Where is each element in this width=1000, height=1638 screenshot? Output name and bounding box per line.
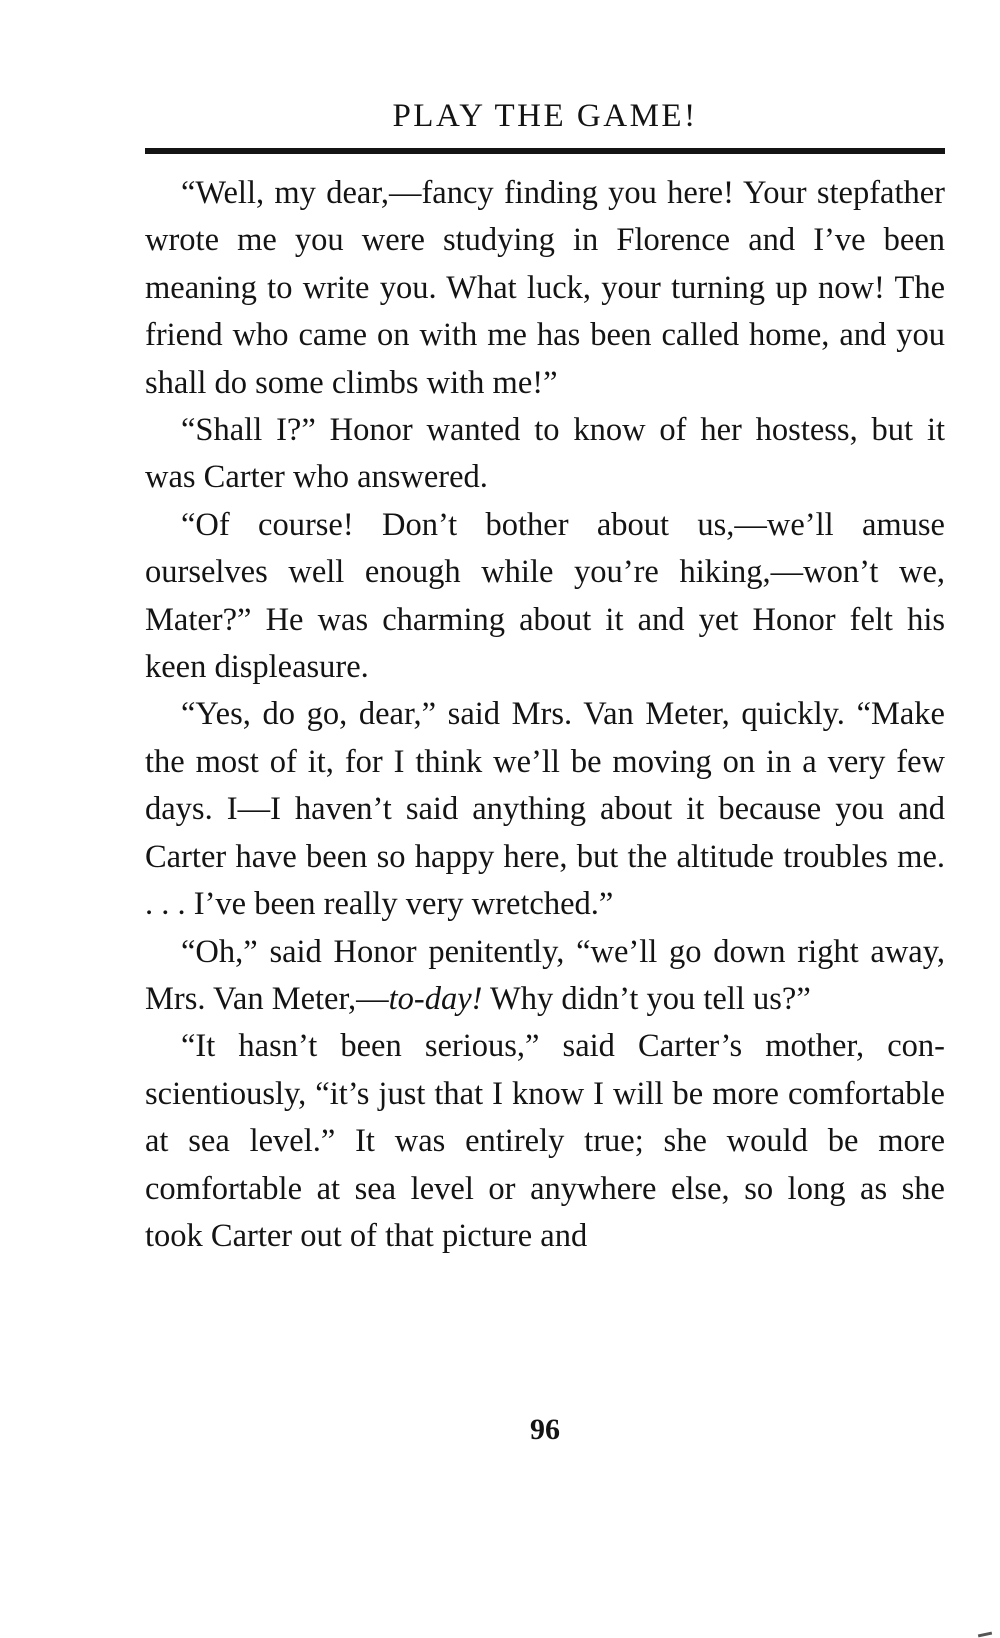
header-rule [145, 148, 945, 154]
paragraph [145, 502, 945, 692]
body-text [145, 170, 945, 1260]
text-segment: “Shall I?” Honor wanted to know of her hostess, but it was Carter who answered. [145, 412, 945, 496]
running-head: PLAY THE GAME! [392, 98, 698, 134]
corner-smudge [978, 1632, 992, 1638]
paragraph [145, 691, 945, 928]
paragraph [145, 929, 945, 1024]
text-segment: “Yes, do go, dear,” said Mrs. Van Meter, quickly. “Make the most of it, for I think we’ll be moving on in a very few days. I—I haven’t said anything about it because you and Carter have been so happy here, but the altitude troubles me. . . . I’ve been really very wretched.” [145, 696, 945, 923]
text-segment: “Of course! Don’t bother about us,—we’ll amuse ourselves well enough while you’re hiking,—won’t we, Mater?” He was charming about it and yet Honor felt his keen displeasure. [145, 506, 945, 686]
italic-text-segment: to-day! [388, 980, 483, 1017]
paragraph [145, 170, 945, 407]
paragraph [145, 407, 945, 502]
page-number: 96 [530, 1413, 560, 1446]
text-segment: “Well, my dear,—fancy finding you here! Your stepfather wrote me you were studying in Florence and I’ve been meaning to write you. What luck, your turning up now! The friend who came on with me has been called home, and you shall do some climbs with me!” [145, 175, 945, 401]
text-segment: Why didn’t you tell us?” [482, 980, 811, 1017]
paragraph [145, 1023, 945, 1260]
text-segment: “Oh,” said Honor penitently, “we’ll go down right away, Mrs. Van Meter,— [145, 933, 945, 1017]
text-segment: “It hasn’t been serious,” said Carter’s mother, conscientiously, “it’s just that I know I will be more comfortable at sea level.” It was entirely true; she would be more comfortable at sea level or anywhere else, so long as she took Carter out of that picture and [145, 1028, 945, 1254]
